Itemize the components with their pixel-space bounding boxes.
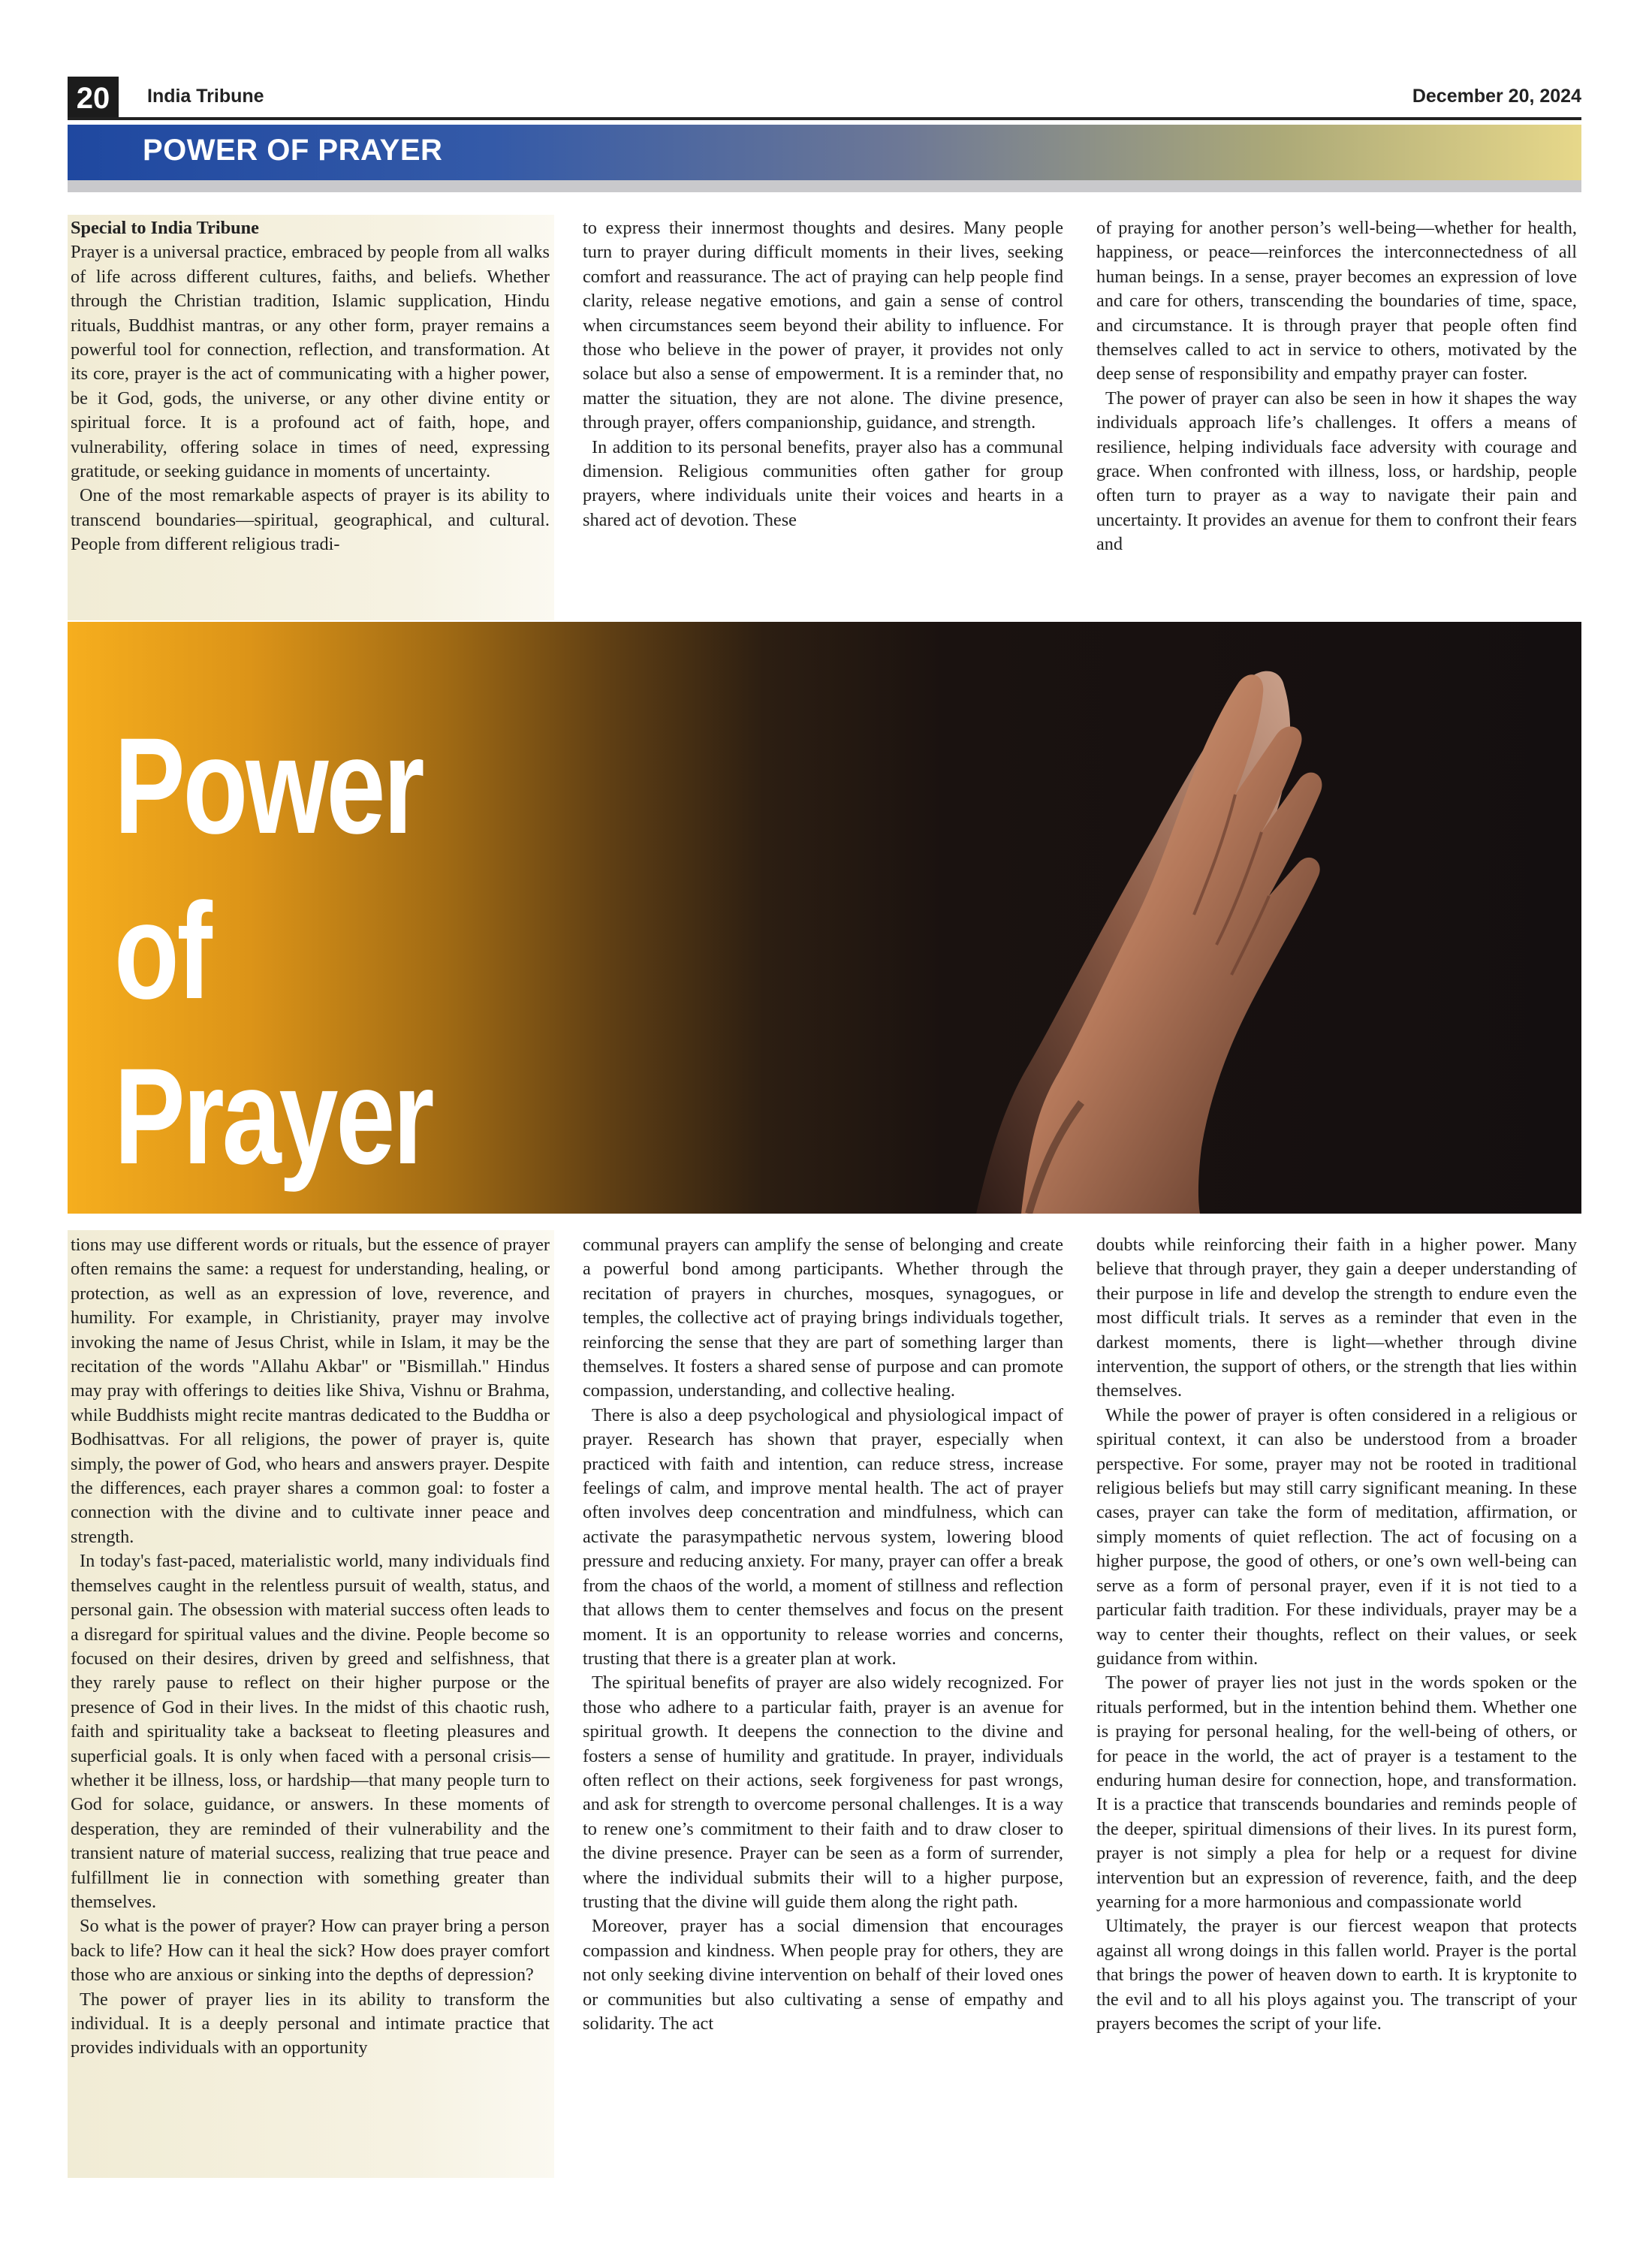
- article-column-2-bottom: [580, 1230, 1068, 2178]
- header-rule: [68, 117, 1581, 120]
- paragraph: In addition to its personal benefits, prayer also has a communal dimension. Religious communities often gather for group prayers, where individuals unite their voices and hearts in a shared act of devotion. These: [583, 436, 1063, 530]
- paragraph: While the power of prayer is often considered in a religious or spiritual context, it can also be understood from a broader perspective. For some, prayer may not be rooted in traditional religious beliefs but may still carry significant meaning. In these cases, prayer can take the form of meditation, affirmation, or simply moments of quiet reflection. The act of focusing on a higher purpose, the good of others, or one’s own well-being can serve as a form of personal prayer, even if it is not tied to a particular faith tradition. For these individuals, prayer may be a way to center their thoughts, reflect on their values, or seek guidance from within.: [1096, 1404, 1577, 1669]
- paragraph: In today's fast-paced, materialistic world, many individuals find themselves caught in the relentless pursuit of wealth, status, and personal gain. The obsession with material success often leads to a disregard for spiritual values and the divine. People become so focused on their desires, driven by greed and selfishness, that they rarely pause to reflect on their higher purpose or the presence of God in their lives. In the midst of this chaotic rush, faith and spirituality take a backseat to fleeting pleasures and superficial goals. It is only when faced with a personal crisis—whether it be illness, loss, or hardship—that many people turn to God for solace, guidance, or answers. In these moments of desperation, they are reminded of their vulnerability and the transient nature of material success, realizing that true peace and fulfillment lie in connection with something greater than themselves.: [71, 1551, 550, 1912]
- paragraph: tions may use different words or rituals, but the essence of prayer often remains the same: a request for understanding, healing, or protection, as well as an expression of love, reverence, and humility. For example, in Christianity, prayer may involve invoking the name of Jesus Christ, while in Islam, it may be the recitation of the words "Allahu Akbar" or "Bismillah." Hindus may pray with offerings to deities like Shiva, Vishnu or Brahma, while Buddhists might recite mantras dedicated to the Buddha or Bodhisattvas. For all religions, the power of prayer is, quite simply, the power of God, who hears and answers prayer. Despite the differences, each prayer shares a common goal: to foster a connection with the divine and to cultivate inner peace and strength.: [71, 1235, 550, 1547]
- praying-hands-icon: [706, 622, 1382, 1214]
- banner-title-line: of: [114, 874, 210, 1027]
- paragraph: The power of prayer lies in its ability to transform the individual. It is a deeply personal and intimate practice that provides individuals with an opportunity: [71, 1989, 550, 2058]
- paragraph: of praying for another person’s well-being—whether for health, happiness, or peace—reinforces the interconnectedness of all human beings. In a sense, prayer becomes an expression of love and care for others, transcending the boundaries of time, space, and circumstance. It is through prayer that people often find themselves called to act in service to others, motivated by the deep sense of responsibility and empathy prayer can foster.: [1096, 218, 1577, 385]
- paragraph: There is also a deep psychological and physiological impact of prayer. Research has shown that prayer, especially when practiced with faith and intention, can reduce stress, increase feelings of calm, and improve mental health. The act of prayer often involves deep concentration and mindfulness, which can activate the parasympathetic nervous system, lowering blood pressure and reducing anxiety. For many, prayer can offer a break from the chaos of the world, a moment of stillness and reflection that allows them to center themselves and focus on the present moment. It is an opportunity to release worries and concerns, trusting that there is a greater plan at work.: [583, 1404, 1063, 1669]
- banner-image: [68, 622, 1581, 1214]
- article-column-3-bottom: [1093, 1230, 1581, 2178]
- article-column-2-top: [580, 215, 1068, 620]
- paragraph: to express their innermost thoughts and desires. Many people turn to prayer during difficult moments in their lives, seeking comfort and reassurance. The act of praying can help people find clarity, release negative emotions, and gain a sense of control when circumstances seem beyond their ability to influence. For those who believe in the power of prayer, it provides not only solace but also a sense of empowerment. It is a reminder that, no matter the situation, they are not alone. The divine presence, through prayer, offers companionship, guidance, and strength.: [583, 218, 1063, 433]
- byline: Special to India Tribune: [71, 218, 259, 238]
- paragraph: So what is the power of prayer? How can prayer bring a person back to life? How can it heal the sick? How does prayer comfort those who are anxious or sinking into the depths of depression?: [71, 1916, 550, 1986]
- article-column-3-top: [1093, 215, 1581, 620]
- banner-title-line: Power: [114, 709, 423, 862]
- paragraph: The power of prayer lies not just in the words spoken or the rituals performed, but in the intention behind them. Whether one is praying for personal healing, for the well-being of others, or for peace in the world, the act of prayer is a testament to the enduring human desire for connection, hope, and transformation. It is a practice that transcends boundaries and reminds people of the deeper, spiritual dimensions of their lives. In its purest form, prayer is not simply a plea for help or a request for divine intervention but an expression of reverence, faith, and the deep yearning for a more harmonious and compassionate world: [1096, 1672, 1577, 1912]
- section-band: [68, 125, 1581, 180]
- paragraph: The spiritual benefits of prayer are also widely recognized. For those who adhere to a particular faith, prayer is an avenue for spiritual growth. It deepens the connection to the divine and fosters a sense of humility and gratitude. In prayer, individuals often reflect on their actions, seek forgiveness for past wrongs, and ask for strength to overcome personal challenges. It is a way to renew one’s commitment to their faith and to draw closer to the divine presence. Prayer can be seen as a form of surrender, where the individual submits their will to a higher purpose, trusting that the divine will guide them along the right path.: [583, 1672, 1063, 1912]
- page-number: 20: [68, 77, 119, 120]
- paragraph: One of the most remarkable aspects of prayer is its ability to transcend boundaries—spiritual, geographical, and cultural. People from different religious tradi-: [71, 485, 550, 555]
- paragraph: Moreover, prayer has a social dimension that encourages compassion and kindness. When people pray for others, they are not only seeking divine intervention on behalf of their loved ones or communities but also cultivating a sense of empathy and solidarity. The act: [583, 1916, 1063, 2034]
- paragraph: Ultimately, the prayer is our fiercest weapon that protects against all wrong doings in this fallen world. Prayer is the portal that brings the power of heaven down to earth. It is kryptonite to the evil and to all his ploys against you. The transcript of your prayers becomes the script of your life.: [1096, 1916, 1577, 2034]
- issue-date: December 20, 2024: [1412, 86, 1581, 107]
- banner-title-line: Prayer: [114, 1039, 433, 1193]
- paragraph: The power of prayer can also be seen in how it shapes the way individuals approach life’s challenges. It offers a means of resilience, helping individuals face adversity with courage and grace. When confronted with illness, loss, or hardship, people often turn to prayer as a way to navigate their pain and uncertainty. It provides an avenue for them to confront their fears and: [1096, 388, 1577, 555]
- article-column-1-bottom: [68, 1230, 554, 2178]
- paragraph: communal prayers can amplify the sense of belonging and create a powerful bond among participants. Whether through the recitation of prayers in churches, mosques, synagogues, or temples, the collective act of praying brings individuals together, reinforcing the sense that they are part of something larger than themselves. It fosters a shared sense of purpose and can promote compassion, understanding, and collective healing.: [583, 1235, 1063, 1401]
- section-title: POWER OF PRAYER: [143, 134, 443, 167]
- section-band-underline: [68, 180, 1581, 192]
- paragraph: doubts while reinforcing their faith in a higher power. Many believe that through prayer, they gain a deeper understanding of their purpose in life and develop the strength to endure even the most difficult trials. It serves as a reminder that even in the darkest moments, there is light—whether through divine intervention, the support of others, or the strength that lies within themselves.: [1096, 1235, 1577, 1401]
- paragraph: Prayer is a universal practice, embraced by people from all walks of life across different cultures, faiths, and beliefs. Whether through the Christian tradition, Islamic supplication, Hindu rituals, Buddhist mantras, or any other form, prayer remains a powerful tool for connection, reflection, and transformation. At its core, prayer is the act of communicating with a higher power, be it God, gods, the universe, or any other divine entity or spiritual force. It is a profound act of faith, hope, and vulnerability, offering solace in times of need, expressing gratitude, or seeking guidance in moments of uncertainty.: [71, 242, 550, 482]
- publication-name: India Tribune: [147, 86, 264, 107]
- article-column-1-top: [68, 215, 554, 620]
- banner-title: [114, 703, 432, 1199]
